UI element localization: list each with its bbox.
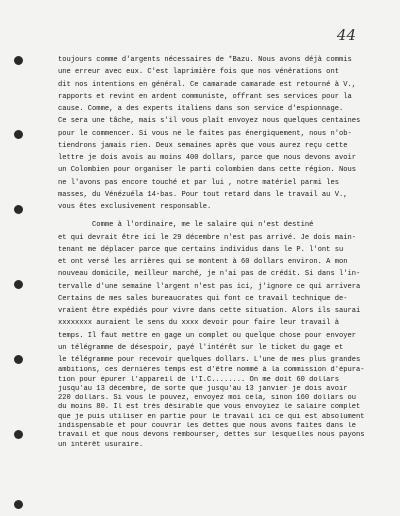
text-line: rapports et revint en ardent communiste, offrant ses services pour la [58, 92, 352, 101]
punch-hole [14, 500, 23, 509]
punch-hole [14, 205, 23, 214]
punch-hole [14, 280, 23, 289]
text-line: tion pour épurer l'appareil de l'I.C........ On me doit 60 dollars [58, 375, 339, 384]
text-line: et qui devrait être ici le 29 décembre n'est pas arrivé. Je dois main- [58, 233, 356, 242]
text-line: cause. Comme, a des experts italiens dans son service d'espionnage. [58, 105, 344, 113]
text-line: vous êtes exclusivement responsable. [58, 203, 212, 211]
text-line: tenant me déplacer parce que certains individus dans le P. l'ont su [58, 245, 344, 254]
text-line: une erreur avec eux. C'est laprimière fois que nos vénérations ont [58, 68, 339, 77]
text-line: toujours comme d'argents nécessaires de *Bazu. Nous avons déjà commis [58, 56, 352, 64]
text-line: ne l'avons pas encore touché et par lui , notre matériel parmi les [58, 178, 339, 187]
text-line: le télégramme pour recevoir quelques dollars. L'une de mes plus grandes [58, 356, 361, 364]
text-line: travail et que nous devons rembourser, dettes sur lesquelles nous payons [58, 431, 365, 440]
text-line: un Colombien pour organiser le parti colombien dans cette région. Nous [58, 166, 356, 175]
text-line: un intérêt usuraire. [58, 440, 144, 449]
text-line: Certains de mes sales bureaucrates qui font ce travail technique de- [58, 294, 348, 303]
text-line: dit nos intentions en général. Ce camarade camarade est retourné à V., [58, 80, 356, 89]
text-line: du moins 80. Il est très désirable que vous envoyiez le salaire complet [58, 403, 361, 412]
text-line: lettre je dois avois au moins 400 dollars, parce que nous devons avoir [58, 154, 356, 162]
punch-hole [14, 430, 23, 439]
text-line: que je puis utiliser en partie pour le travail ici ce qui est absolument [58, 412, 365, 421]
text-line: indispensable et pour couvrir les dettes que nous avons faites dans le [58, 422, 356, 431]
text-line: un télégramme de désespoir, payé l'intérêt sur le ticket du gage et [58, 343, 344, 352]
punch-hole [14, 355, 23, 364]
text-line: masses, du Vénézuéla 14-bas. Pour tout retard dans le travail au V., [58, 190, 348, 199]
typed-letter-body [58, 54, 376, 450]
text-line: vraient être expédiés pour vivre dans cette situation. Alors ils saurai [58, 307, 361, 315]
text-line: tervalle d'une semaine l'argent n'est pas ici, j'ignore ce qui arrivera [58, 282, 361, 291]
text-line: xxxxxxxx auraient le sens du xxxx devoir pour faire leur travail à [58, 319, 339, 328]
text-line: 220 dollars. Si vous le pouvez, envoyez moi cela, sinon 160 dollars ou [58, 394, 356, 403]
text-line: tiendrons jamais rien. Deux semaines après que vous aurez reçu cette [58, 141, 348, 150]
text-line: pour le commencer. Si vous ne le faites pas énergiquement, nous n'ob- [58, 129, 352, 138]
punch-hole [14, 130, 23, 139]
page-number: 44 [336, 26, 356, 44]
text-line: Ce sera une tâche, mais s'il vous plaît envoyez nous quelques centaines [58, 117, 361, 126]
text-line: Comme à l'ordinaire, me le salaire qui n'est destiné [58, 221, 314, 230]
text-line: temps. Il faut mettre en gage un complet ou quelque chose pour envoyer [58, 331, 356, 340]
text-line: et ont versé les arrières qui se montent à 60 dollars environ. A mon [58, 258, 348, 266]
text-line: jusqu'au 13 décembre, de sorte que jusqu'au 13 janvier je dois avoir [58, 384, 348, 393]
text-line: nouveau domicile, meilleur marché, je n'ai pas de crédit. Si dans l'in- [58, 270, 361, 279]
text-line: ambitions, ces dernières temps est d'être nommé à la commission d'épura- [58, 366, 365, 375]
punch-hole [14, 56, 23, 65]
